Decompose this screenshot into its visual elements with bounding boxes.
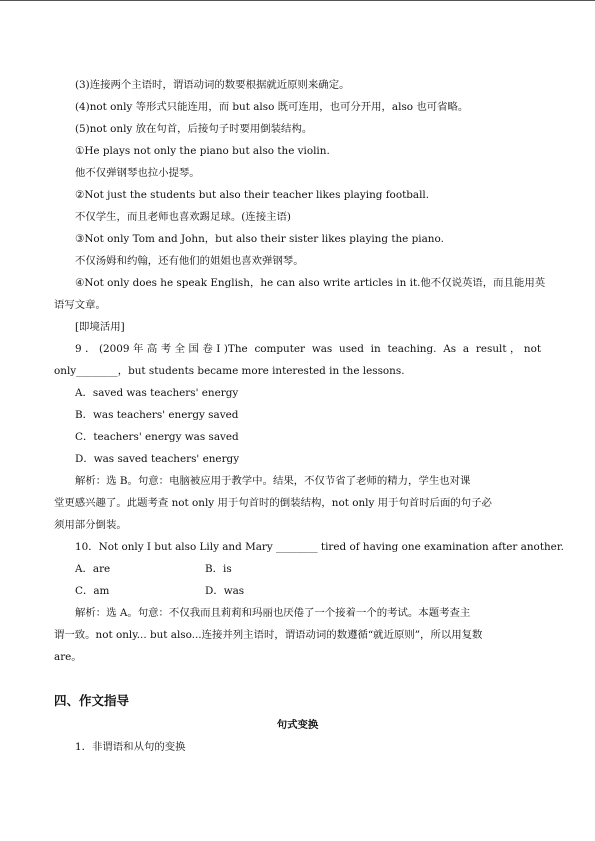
question-9-option-c: C．teachers' energy was saved <box>75 431 239 443</box>
section-subtitle: 句式变换 <box>276 719 319 731</box>
question-9-line1: 9．(2009年高考全国卷Ⅰ)The computer was used in teaching. As a result，not <box>75 343 541 355</box>
question-10-option-c: C．am <box>75 585 110 597</box>
answer-9-line3: 须用部分倒装。 <box>54 519 127 531</box>
practice-label: [即境活用] <box>75 321 125 333</box>
question-10-options-row1 <box>75 562 375 576</box>
page-top-rule <box>0 0 595 1</box>
section-item-1: 1．非谓语和从句的变换 <box>75 741 186 753</box>
rule-line-4: (4)not only 等形式只能连用，而 but also 既可连用，也可分开用，also 也可省略。 <box>75 101 469 113</box>
question-9-line2: only________，but students became more interested in the lessons. <box>54 365 405 377</box>
example-2-zh: 不仅学生，而且老师也喜欢踢足球。(连接主语) <box>75 211 291 223</box>
example-2-en: ②Not just the students but also their teacher likes playing football. <box>75 189 430 201</box>
question-9-option-d: D．was saved teachers' energy <box>75 453 240 465</box>
answer-10-line1: 解析：选 A。句意：不仅我而且莉莉和玛丽也厌倦了一个接着一个的考试。本题考查主 <box>75 607 471 619</box>
example-1-zh: 他不仅弹钢琴也拉小提琴。 <box>75 167 200 179</box>
question-10-option-a: A．are <box>75 563 111 575</box>
rule-line-5: (5)not only 放在句首，后接句子时要用倒装结构。 <box>75 123 313 135</box>
question-10-option-b: B．is <box>205 563 232 575</box>
question-10-options-row2 <box>75 584 375 598</box>
rule-line-3: (3)连接两个主语时，谓语动词的数要根据就近原则来确定。 <box>75 79 350 91</box>
question-9-option-a: A．saved was teachers' energy <box>75 387 239 399</box>
section-heading: 四、作文指导 <box>54 693 130 708</box>
answer-9-line2: 堂更感兴趣了。此题考查 not only 用于句首时的倒装结构，not only 用于句首时后面的句子必 <box>54 497 492 509</box>
question-10-option-d: D．was <box>205 585 245 597</box>
question-9-option-b: B．was teachers' energy saved <box>75 409 239 421</box>
answer-9-line1: 解析：选 B。句意：电脑被应用于教学中。结果，不仅节省了老师的精力，学生也对课 <box>75 475 471 487</box>
example-4-line2: 语写文章。 <box>54 299 106 311</box>
answer-10-line3: are。 <box>54 651 82 663</box>
example-3-zh: 不仅汤姆和约翰，还有他们的姐姐也喜欢弹钢琴。 <box>75 255 304 267</box>
example-1-en: ①He plays not only the piano but also the violin. <box>75 145 330 157</box>
example-4-line1: ④Not only does he speak English，he can also write articles in it.他不仅说英语，而且能用英 <box>75 277 546 289</box>
answer-10-line2: 谓一致。not only... but also...连接并列主语时，谓语动词的数遵循“就近原则”，所以用复数 <box>54 629 483 641</box>
question-10: 10．Not only I but also Lily and Mary ________ tired of having one examination after another. <box>75 541 564 553</box>
example-3-en: ③Not only Tom and John，but also their sister likes playing the piano. <box>75 233 444 245</box>
